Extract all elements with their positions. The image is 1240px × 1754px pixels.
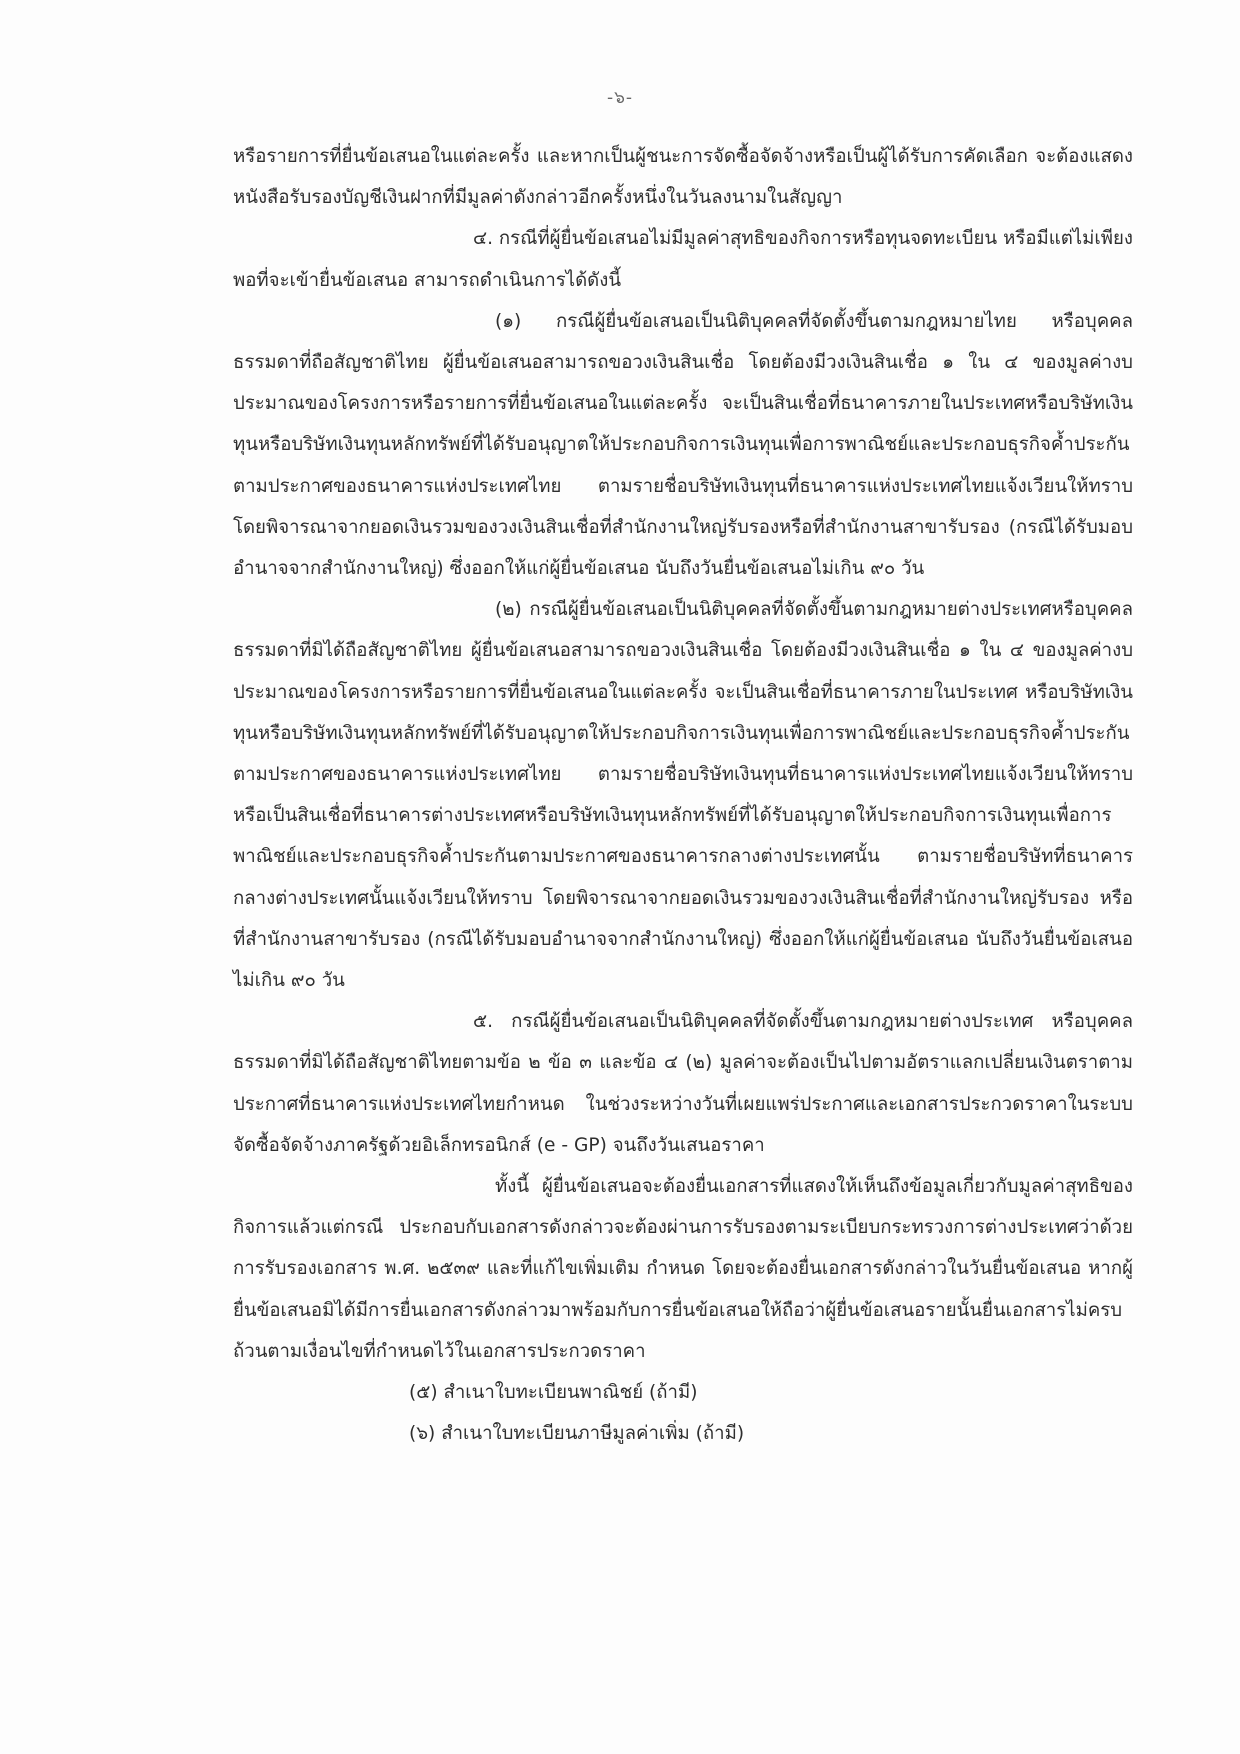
paragraph-item-4: ๔. กรณีที่ผู้ยื่นข้อเสนอไม่มีมูลค่าสุทธิของกิจการหรือทุนจดทะเบียน หรือมีแต่ไม่เพียงพอที่จะเข้ายื่นข้อเสนอ สามารถดำเนินการได้ดังนี้ (233, 228, 1133, 291)
document-body (233, 136, 1133, 1455)
page-number: -๖- (606, 88, 634, 108)
list-item-6: (๖) สำเนาใบทะเบียนภาษีมูลค่าเพิ่ม (ถ้ามี) (409, 1423, 745, 1445)
paragraph-item-4-2: (๒) กรณีผู้ยื่นข้อเสนอเป็นนิติบุคคลที่จัดตั้งขึ้นตามกฎหมายต่างประเทศหรือบุคคลธรรมดาที่มิได้ถือสัญชาติไทย ผู้ยื่นข้อเสนอสามารถขอวงเงินสินเชื่อ โดยต้องมีวงเงินสินเชื่อ ๑ ใน ๔ ของมูลค่างบประมาณของโครงการหรือรายการที่ยื่นข้อเสนอในแต่ละครั้ง จะเป็นสินเชื่อที่ธนาคารภายในประเทศ หรือบริษัทเงินทุนหรือบริษัทเงินทุนหลักทรัพย์ที่ได้รับอนุญาตให้ประกอบกิจการเงินทุนเพื่อการพาณิชย์และประกอบธุรกิจค้ำประกันตามประกาศของธนาคารแห่งประเทศไทย ตามรายชื่อบริษัทเงินทุนที่ธนาคารแห่งประเทศไทยแจ้งเวียนให้ทราบ หรือเป็นสินเชื่อที่ธนาคารต่างประเทศหรือบริษัทเงินทุนหลักทรัพย์ที่ได้รับอนุญาตให้ประกอบกิจการเงินทุนเพื่อการพาณิชย์และประกอบธุรกิจค้ำประกันตามประกาศของธนาคารกลางต่างประเทศนั้น ตามรายชื่อบริษัทที่ธนาคารกลางต่างประเทศนั้นแจ้งเวียนให้ทราบ โดยพิจารณาจากยอดเงินรวมของวงเงินสินเชื่อที่สำนักงานใหญ่รับรอง หรือที่สำนักงานสาขารับรอง (กรณีได้รับมอบอำนาจจากสำนักงานใหญ่) ซึ่งออกให้แก่ผู้ยื่นข้อเสนอ นับถึงวันยื่นข้อเสนอไม่เกิน ๙๐ วัน (233, 599, 1133, 992)
list-item-5: (๕) สำเนาใบทะเบียนพาณิชย์ (ถ้ามี) (409, 1382, 698, 1404)
paragraph-note: ทั้งนี้ ผู้ยื่นข้อเสนอจะต้องยื่นเอกสารที่แสดงให้เห็นถึงข้อมูลเกี่ยวกับมูลค่าสุทธิของกิจการแล้วแต่กรณี ประกอบกับเอกสารดังกล่าวจะต้องผ่านการรับรองตามระเบียบกระทรวงการต่างประเทศว่าด้วยการรับรองเอกสาร พ.ศ. ๒๕๓๙ และที่แก้ไขเพิ่มเติม กำหนด โดยจะต้องยื่นเอกสารดังกล่าวในวันยื่นข้อเสนอ หากผู้ยื่นข้อเสนอมิได้มีการยื่นเอกสารดังกล่าวมาพร้อมกับการยื่นข้อเสนอให้ถือว่าผู้ยื่นข้อเสนอรายนั้นยื่นเอกสารไม่ครบถ้วนตามเงื่อนไขที่กำหนดไว้ในเอกสารประกวดราคา (233, 1176, 1133, 1362)
paragraph-item-4-1: (๑) กรณีผู้ยื่นข้อเสนอเป็นนิติบุคคลที่จัดตั้งขึ้นตามกฎหมายไทย หรือบุคคลธรรมดาที่ถือสัญชาติไทย ผู้ยื่นข้อเสนอสามารถขอวงเงินสินเชื่อ โดยต้องมีวงเงินสินเชื่อ ๑ ใน ๔ ของมูลค่างบประมาณของโครงการหรือรายการที่ยื่นข้อเสนอในแต่ละครั้ง จะเป็นสินเชื่อที่ธนาคารภายในประเทศหรือบริษัทเงินทุนหรือบริษัทเงินทุนหลักทรัพย์ที่ได้รับอนุญาตให้ประกอบกิจการเงินทุนเพื่อการพาณิชย์และประกอบธุรกิจค้ำประกันตามประกาศของธนาคารแห่งประเทศไทย ตามรายชื่อบริษัทเงินทุนที่ธนาคารแห่งประเทศไทยแจ้งเวียนให้ทราบ โดยพิจารณาจากยอดเงินรวมของวงเงินสินเชื่อที่สำนักงานใหญ่รับรองหรือที่สำนักงานสาขารับรอง (กรณีได้รับมอบอำนาจจากสำนักงานใหญ่) ซึ่งออกให้แก่ผู้ยื่นข้อเสนอ นับถึงวันยื่นข้อเสนอไม่เกิน ๙๐ วัน (233, 310, 1133, 580)
paragraph-item-5: ๕. กรณีผู้ยื่นข้อเสนอเป็นนิติบุคคลที่จัดตั้งขึ้นตามกฎหมายต่างประเทศ หรือบุคคลธรรมดาที่มิได้ถือสัญชาติไทยตามข้อ ๒ ข้อ ๓ และข้อ ๔ (๒) มูลค่าจะต้องเป็นไปตามอัตราแลกเปลี่ยนเงินตราตามประกาศที่ธนาคารแห่งประเทศไทยกำหนด ในช่วงระหว่างวันที่เผยแพร่ประกาศและเอกสารประกวดราคาในระบบจัดซื้อจัดจ้างภาครัฐด้วยอิเล็กทรอนิกส์ (e - GP) จนถึงวันเสนอราคา (233, 1011, 1133, 1156)
paragraph-continuation: หรือรายการที่ยื่นข้อเสนอในแต่ละครั้ง และหากเป็นผู้ชนะการจัดซื้อจัดจ้างหรือเป็นผู้ได้รับการคัดเลือก จะต้องแสดงหนังสือรับรองบัญชีเงินฝากที่มีมูลค่าดังกล่าวอีกครั้งหนึ่งในวันลงนามในสัญญา (233, 146, 1133, 209)
